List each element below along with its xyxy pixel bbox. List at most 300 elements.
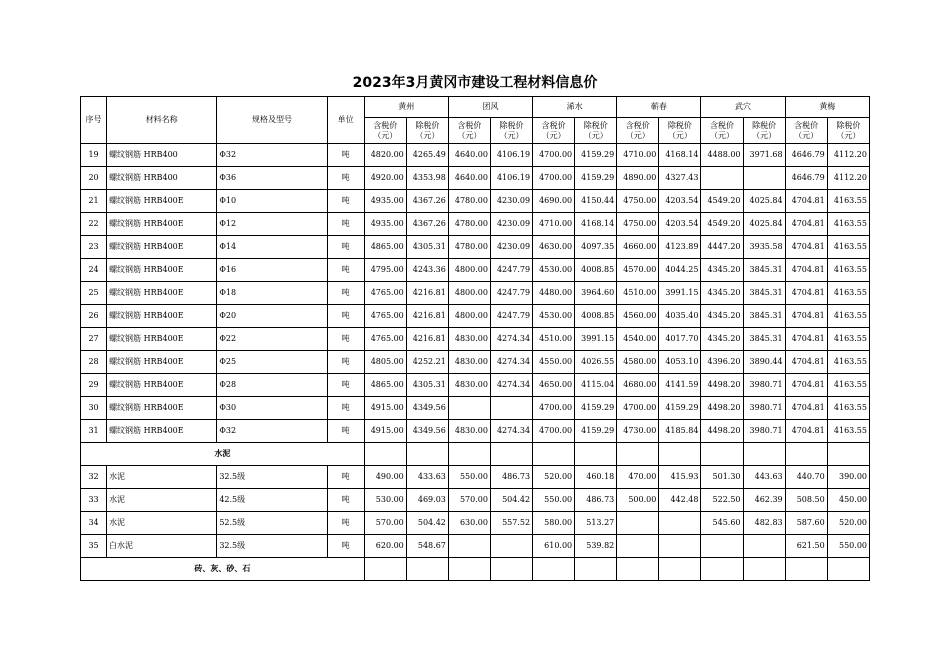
header-price-label: 含税价 [457,121,482,131]
header-material-name: 材料名称 [107,97,217,144]
header-price-label: 含税价 [541,121,566,131]
price-cell: 4700.00 [533,167,575,190]
row-unit: 吨 [327,397,364,420]
price-cell: 490.00 [364,466,406,489]
table-row [81,167,870,190]
header-price-excl-tax [406,118,448,144]
price-cell: 4150.44 [575,190,617,213]
price-cell [701,535,743,558]
price-cell: 4159.29 [575,144,617,167]
price-cell [659,558,701,581]
row-unit: 吨 [327,305,364,328]
price-cell: 4216.81 [406,328,448,351]
header-price-label: 含税价 [625,121,650,131]
row-unit: 吨 [327,374,364,397]
header-price-label: 含税价 [373,121,398,131]
row-unit: 吨 [327,489,364,512]
price-cell: 4345.20 [701,282,743,305]
header-price-incl-tax [448,118,490,144]
price-cell: 4780.00 [448,236,490,259]
price-cell: 3991.15 [575,328,617,351]
price-cell [617,512,659,535]
price-cell: 545.60 [701,512,743,535]
price-cell: 4159.29 [575,167,617,190]
table-row [81,282,870,305]
price-cell: 4247.79 [490,282,532,305]
header-price-incl-tax [533,118,575,144]
row-spec: Φ10 [217,190,327,213]
price-cell [659,512,701,535]
header-price-label: 除税价 [667,121,692,131]
page-title: 2023年3月黄冈市建设工程材料信息价 [352,75,598,91]
header-price-label: 含税价 [709,121,734,131]
price-cell: 4700.00 [533,144,575,167]
price-cell: 4530.00 [533,305,575,328]
price-cell: 570.00 [364,512,406,535]
price-cell: 4865.00 [364,236,406,259]
price-cell [701,558,743,581]
price-cell: 4915.00 [364,397,406,420]
price-cell: 530.00 [364,489,406,512]
price-cell: 4123.89 [659,236,701,259]
price-cell: 4765.00 [364,282,406,305]
header-unit-yuan: （元） [583,130,608,140]
price-cell: 4112.20 [827,167,869,190]
price-cell: 513.27 [575,512,617,535]
price-cell: 550.00 [533,489,575,512]
row-material-name: 螺纹钢筋 HRB400 [107,167,217,190]
header-price-excl-tax [575,118,617,144]
row-unit: 吨 [327,213,364,236]
table-row [81,305,870,328]
table-row [81,328,870,351]
price-cell: 4163.55 [827,374,869,397]
table-row [81,512,870,535]
header-region-tuanfeng: 团风 [448,97,532,118]
price-cell: 508.50 [785,489,827,512]
row-spec: Φ12 [217,213,327,236]
header-spec: 规格及型号 [217,97,327,144]
price-cell: 4026.55 [575,351,617,374]
header-price-label: 含税价 [794,121,819,131]
price-cell [701,167,743,190]
row-unit: 吨 [327,466,364,489]
price-cell: 4163.55 [827,282,869,305]
price-cell: 4488.00 [701,144,743,167]
price-cell [533,558,575,581]
price-cell: 4650.00 [533,374,575,397]
price-cell: 550.00 [827,535,869,558]
price-cell: 580.00 [533,512,575,535]
price-cell: 4710.00 [617,144,659,167]
price-cell: 4510.00 [533,328,575,351]
row-spec: 52.5级 [217,512,327,535]
table-row [81,535,870,558]
price-cell: 4704.81 [785,374,827,397]
price-cell [743,167,785,190]
price-cell: 4765.00 [364,328,406,351]
price-cell: 4700.00 [617,397,659,420]
row-seq: 27 [81,328,107,351]
price-cell: 4367.26 [406,213,448,236]
price-cell: 4230.09 [490,190,532,213]
price-cell: 501.30 [701,466,743,489]
price-cell: 4498.20 [701,374,743,397]
row-material-name: 水泥 [107,489,217,512]
price-cell: 3980.71 [743,397,785,420]
price-cell: 4025.84 [743,213,785,236]
row-seq: 22 [81,213,107,236]
price-cell: 462.39 [743,489,785,512]
price-cell: 570.00 [448,489,490,512]
row-material-name: 白水泥 [107,535,217,558]
price-cell: 4890.00 [617,167,659,190]
row-spec: Φ14 [217,236,327,259]
price-cell [364,443,406,466]
price-cell: 522.50 [701,489,743,512]
price-cell: 3991.15 [659,282,701,305]
price-cell: 4704.81 [785,190,827,213]
price-cell: 4704.81 [785,213,827,236]
header-seq: 序号 [81,97,107,144]
price-cell: 4780.00 [448,190,490,213]
header-price-label: 除税价 [836,121,861,131]
price-cell: 4704.81 [785,420,827,443]
price-cell: 557.52 [490,512,532,535]
row-spec: Φ32 [217,144,327,167]
header-unit-yuan: （元） [457,130,482,140]
header-price-label: 除税价 [415,121,440,131]
row-material-name: 螺纹钢筋 HRB400E [107,236,217,259]
price-cell [490,558,532,581]
price-cell: 4750.00 [617,213,659,236]
row-unit: 吨 [327,144,364,167]
price-cell: 450.00 [827,489,869,512]
price-cell: 504.42 [490,489,532,512]
price-cell [743,558,785,581]
row-spec: Φ22 [217,328,327,351]
price-cell: 4830.00 [448,351,490,374]
price-cell: 415.93 [659,466,701,489]
row-material-name: 螺纹钢筋 HRB400E [107,190,217,213]
price-cell: 587.60 [785,512,827,535]
price-cell: 4498.20 [701,420,743,443]
row-material-name: 螺纹钢筋 HRB400E [107,259,217,282]
table-row [81,190,870,213]
price-cell [533,443,575,466]
row-material-name: 螺纹钢筋 HRB400E [107,282,217,305]
price-cell: 3845.31 [743,282,785,305]
price-cell: 4935.00 [364,213,406,236]
price-cell [659,535,701,558]
header-unit-yuan: （元） [667,130,692,140]
price-cell [406,443,448,466]
price-cell: 4203.54 [659,190,701,213]
price-cell: 4396.20 [701,351,743,374]
price-cell: 4141.59 [659,374,701,397]
price-cell: 4805.00 [364,351,406,374]
price-cell: 4700.00 [533,420,575,443]
price-cell: 4704.81 [785,305,827,328]
price-cell: 4700.00 [533,397,575,420]
price-cell: 4345.20 [701,328,743,351]
price-cell: 3964.60 [575,282,617,305]
row-unit: 吨 [327,512,364,535]
price-cell: 4353.98 [406,167,448,190]
price-cell: 4498.20 [701,397,743,420]
price-cell: 390.00 [827,466,869,489]
header-price-excl-tax [743,118,785,144]
price-cell [617,558,659,581]
price-cell: 621.50 [785,535,827,558]
row-seq: 30 [81,397,107,420]
price-cell: 4730.00 [617,420,659,443]
row-material-name: 螺纹钢筋 HRB400E [107,374,217,397]
price-cell: 4163.55 [827,328,869,351]
price-cell: 469.03 [406,489,448,512]
header-price-excl-tax [490,118,532,144]
price-cell: 3971.68 [743,144,785,167]
header-unit-yuan: （元） [415,130,440,140]
price-cell [827,558,869,581]
price-cell: 500.00 [617,489,659,512]
price-cell: 4106.19 [490,167,532,190]
price-cell: 4640.00 [448,167,490,190]
price-cell: 3980.71 [743,420,785,443]
price-cell: 4159.29 [575,397,617,420]
price-cell [701,443,743,466]
row-material-name: 水泥 [107,512,217,535]
price-cell: 4704.81 [785,397,827,420]
row-spec: Φ36 [217,167,327,190]
price-cell: 4640.00 [448,144,490,167]
price-cell: 4704.81 [785,351,827,374]
price-cell [659,443,701,466]
price-cell: 4800.00 [448,305,490,328]
price-cell: 3935.58 [743,236,785,259]
price-cell: 4163.55 [827,259,869,282]
row-unit: 吨 [327,328,364,351]
header-unit-yuan: （元） [373,130,398,140]
price-cell [490,397,532,420]
row-unit: 吨 [327,190,364,213]
price-cell: 4510.00 [617,282,659,305]
price-cell: 4159.29 [659,397,701,420]
price-cell: 4550.00 [533,351,575,374]
table-row [81,420,870,443]
price-cell: 4800.00 [448,282,490,305]
price-cell: 610.00 [533,535,575,558]
table-row [81,374,870,397]
price-cell [743,443,785,466]
price-cell: 4106.19 [490,144,532,167]
price-cell: 4680.00 [617,374,659,397]
price-cell [827,443,869,466]
header-unit-yuan: （元） [752,130,777,140]
row-seq: 23 [81,236,107,259]
price-cell: 4915.00 [364,420,406,443]
price-cell [743,535,785,558]
price-cell: 4704.81 [785,328,827,351]
row-seq: 25 [81,282,107,305]
price-cell: 4367.26 [406,190,448,213]
row-unit: 吨 [327,351,364,374]
price-cell: 4305.31 [406,374,448,397]
price-cell: 4349.56 [406,397,448,420]
header-price-label: 除税价 [752,121,777,131]
row-spec: Φ16 [217,259,327,282]
price-cell: 4185.84 [659,420,701,443]
price-cell: 548.67 [406,535,448,558]
price-cell: 4480.00 [533,282,575,305]
price-cell: 4252.21 [406,351,448,374]
price-cell: 4274.34 [490,351,532,374]
price-cell: 4168.14 [659,144,701,167]
section-row [81,558,870,581]
price-cell: 4549.20 [701,190,743,213]
price-cell: 4345.20 [701,259,743,282]
price-cell: 4216.81 [406,282,448,305]
price-cell: 4345.20 [701,305,743,328]
header-price-excl-tax [659,118,701,144]
price-cell: 482.83 [743,512,785,535]
row-seq: 33 [81,489,107,512]
price-cell: 4163.55 [827,213,869,236]
table-row [81,236,870,259]
price-cell: 4008.85 [575,259,617,282]
price-cell: 4163.55 [827,420,869,443]
price-cell: 4710.00 [533,213,575,236]
header-price-incl-tax [785,118,827,144]
header-price-label: 除税价 [583,121,608,131]
price-cell: 4704.81 [785,259,827,282]
header-unit-yuan: （元） [541,130,566,140]
header-unit-yuan: （元） [709,130,734,140]
price-cell: 4163.55 [827,397,869,420]
table-row [81,466,870,489]
row-spec: Φ28 [217,374,327,397]
price-cell: 4163.55 [827,236,869,259]
price-cell [448,397,490,420]
price-cell [448,535,490,558]
price-cell [364,558,406,581]
row-material-name: 螺纹钢筋 HRB400E [107,397,217,420]
price-cell: 470.00 [617,466,659,489]
row-spec: Φ25 [217,351,327,374]
price-cell: 4017.70 [659,328,701,351]
header-price-incl-tax [701,118,743,144]
header-price-incl-tax [364,118,406,144]
price-cell: 4447.20 [701,236,743,259]
row-spec: 32.5级 [217,466,327,489]
price-cell: 4168.14 [575,213,617,236]
price-cell: 4025.84 [743,190,785,213]
header-unit: 单位 [327,97,364,144]
price-cell: 440.70 [785,466,827,489]
price-cell: 630.00 [448,512,490,535]
price-cell: 4935.00 [364,190,406,213]
row-seq: 24 [81,259,107,282]
row-seq: 20 [81,167,107,190]
price-cell: 486.73 [575,489,617,512]
price-cell: 4750.00 [617,190,659,213]
price-cell: 4830.00 [448,328,490,351]
price-cell: 443.63 [743,466,785,489]
price-cell: 442.48 [659,489,701,512]
price-cell: 4035.40 [659,305,701,328]
header-region-huangzhou: 黄州 [364,97,448,118]
price-cell: 520.00 [827,512,869,535]
price-cell: 4660.00 [617,236,659,259]
header-unit-yuan: （元） [836,130,861,140]
price-cell [785,558,827,581]
row-unit: 吨 [327,535,364,558]
header-region-wuxue: 武穴 [701,97,785,118]
price-cell: 4820.00 [364,144,406,167]
price-cell: 4630.00 [533,236,575,259]
header-unit-yuan: （元） [794,130,819,140]
price-cell: 539.82 [575,535,617,558]
price-cell: 4327.43 [659,167,701,190]
row-material-name: 螺纹钢筋 HRB400E [107,420,217,443]
row-material-name: 螺纹钢筋 HRB400E [107,213,217,236]
price-cell: 486.73 [490,466,532,489]
price-cell [406,558,448,581]
section-label: 砖、灰、砂、石 [81,558,365,581]
price-cell: 4349.56 [406,420,448,443]
table-row [81,489,870,512]
price-cell: 4765.00 [364,305,406,328]
header-price-excl-tax [827,118,869,144]
price-cell [617,443,659,466]
header-region-qichun: 蕲春 [617,97,701,118]
price-cell [490,535,532,558]
header-unit-yuan: （元） [499,130,524,140]
row-material-name: 水泥 [107,466,217,489]
price-cell: 460.18 [575,466,617,489]
price-cell: 550.00 [448,466,490,489]
price-cell: 4690.00 [533,190,575,213]
price-cell: 4247.79 [490,305,532,328]
row-unit: 吨 [327,282,364,305]
price-cell: 433.63 [406,466,448,489]
price-cell: 4530.00 [533,259,575,282]
table-row [81,144,870,167]
price-cell: 3845.31 [743,259,785,282]
row-spec: 42.5级 [217,489,327,512]
price-cell: 4830.00 [448,374,490,397]
row-seq: 21 [81,190,107,213]
table-row [81,351,870,374]
price-cell: 4800.00 [448,259,490,282]
price-cell [448,558,490,581]
table-row [81,397,870,420]
price-cell: 4646.79 [785,167,827,190]
price-cell: 4230.09 [490,213,532,236]
price-cell [785,443,827,466]
row-spec: Φ30 [217,397,327,420]
price-cell: 4159.29 [575,420,617,443]
row-material-name: 螺纹钢筋 HRB400E [107,351,217,374]
price-cell: 4570.00 [617,259,659,282]
price-cell: 4247.79 [490,259,532,282]
row-seq: 29 [81,374,107,397]
price-cell: 4115.04 [575,374,617,397]
price-cell: 504.42 [406,512,448,535]
price-cell: 620.00 [364,535,406,558]
price-cell: 3845.31 [743,305,785,328]
row-seq: 19 [81,144,107,167]
